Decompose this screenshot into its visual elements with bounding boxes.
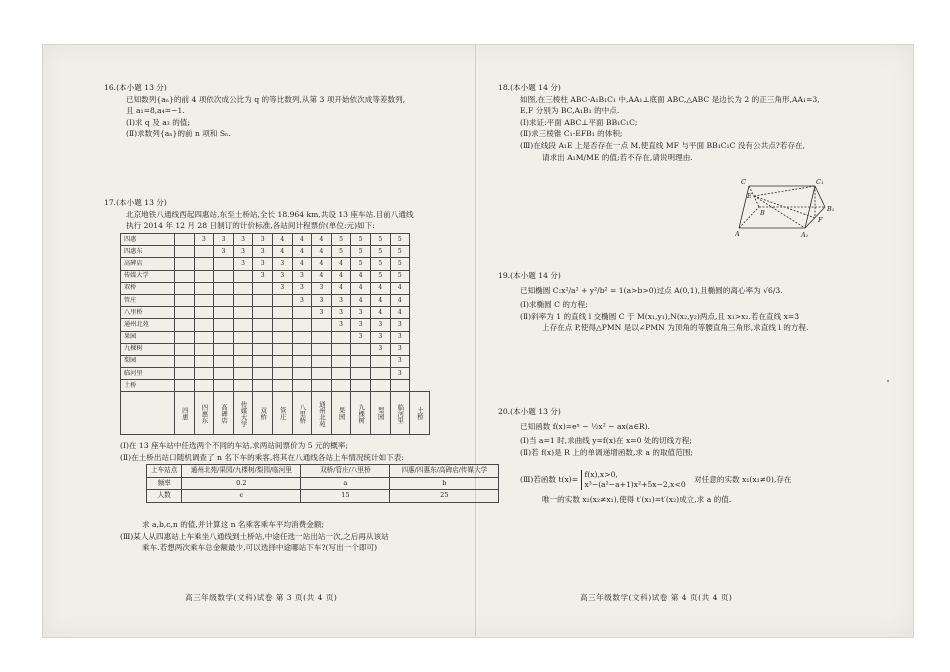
- fare-cell: [214, 380, 234, 392]
- fare-column-header: [233, 392, 253, 435]
- left-page-footer: 高三年级数学(文科)试卷 第 3 页(共 4 页): [185, 593, 338, 602]
- fare-cell: 4: [312, 246, 332, 258]
- fare-cell: [175, 331, 195, 343]
- fare-cell: [175, 307, 195, 319]
- fare-cell: 3: [351, 331, 371, 343]
- fare-cell: 4: [351, 282, 371, 294]
- edge-a-b: [739, 207, 759, 228]
- fare-column-header: [331, 392, 351, 435]
- fare-column-label: 传媒大学: [239, 400, 248, 427]
- fare-cell: 3: [253, 234, 273, 246]
- q18-line: 如图,在三棱柱 ABC-A₁B₁C₁ 中,AA₁⊥底面 ABC,△ABC 是边长为 2 的正三角形,AA₁=3,: [520, 94, 820, 104]
- fare-row: [121, 331, 430, 343]
- fare-cell: [272, 380, 292, 392]
- fare-row: [121, 343, 430, 355]
- fare-column-header: [370, 392, 390, 435]
- fare-cell: [175, 258, 195, 270]
- fare-cell: [194, 270, 214, 282]
- fare-cell: [175, 234, 195, 246]
- fare-cell: [194, 258, 214, 270]
- fare-cell: 5: [331, 246, 351, 258]
- fare-column-header: [194, 392, 214, 435]
- fare-cell: 3: [331, 319, 351, 331]
- fare-cell: [331, 343, 351, 355]
- fare-cell: [233, 307, 253, 319]
- fare-row-label: 通州北苑: [121, 319, 175, 331]
- fare-row-label: 四惠: [121, 234, 175, 246]
- fare-cell: [175, 319, 195, 331]
- fare-row-label: 管庄: [121, 294, 175, 306]
- fare-row: [121, 246, 430, 258]
- segment-e-c1: [754, 186, 815, 196]
- fare-column-label: 梨园: [376, 407, 385, 420]
- fare-cell: [194, 282, 214, 294]
- fare-cell: [272, 331, 292, 343]
- fare-cell: [175, 343, 195, 355]
- fare-cell: 5: [390, 270, 410, 282]
- fare-cell: [292, 307, 312, 319]
- fare-column-label: 高碑店: [219, 403, 228, 424]
- fare-cell: 4: [292, 246, 312, 258]
- fare-cell: 5: [351, 258, 371, 270]
- fare-cell: [292, 380, 312, 392]
- fare-cell: [214, 355, 234, 367]
- fare-cell: [175, 282, 195, 294]
- fare-cell: [331, 355, 351, 367]
- fare-cell: [233, 380, 253, 392]
- q20-line: (Ⅰ)当 a=1 时,求曲线 y=f(x)在 x=0 处的切线方程;: [520, 436, 692, 446]
- fare-cell: [272, 355, 292, 367]
- q19-line: (Ⅰ)求椭圆 C 的方程;: [520, 300, 588, 310]
- fare-row: [121, 234, 430, 246]
- q20-piece-1: f(x),x>0,: [584, 470, 618, 479]
- q20-part3-end: 唯一的实数 x₂(x₂≠x₁),使得 t′(x₁)=t′(x₂)成立,求 a 的值.: [542, 495, 732, 504]
- fare-cell: 4: [390, 282, 410, 294]
- fare-cell: [331, 380, 351, 392]
- fig-label: F: [818, 216, 823, 224]
- fare-cell: [233, 319, 253, 331]
- fare-row-label: 九棵树: [121, 343, 175, 355]
- fare-cell: [233, 282, 253, 294]
- fare-cell: 3: [390, 319, 410, 331]
- fare-row: [121, 368, 430, 380]
- fare-cell: 3: [194, 234, 214, 246]
- q16-line: 已知数列{aₙ}的前 4 项依次成公比为 q 的等比数列,从第 3 项开始依次成等差数列,: [126, 94, 406, 104]
- fig-label: B: [760, 209, 765, 217]
- q18-line: (Ⅲ)在线段 A₁E 上是否存在一点 M,使直线 MF 与平面 BB₁C₁C 没有公共点?若存在,: [520, 140, 806, 150]
- fare-row: [121, 380, 430, 392]
- fare-cell: 5: [351, 246, 371, 258]
- fare-cell: [272, 319, 292, 331]
- fare-cell: [253, 355, 273, 367]
- fig-label: C: [741, 178, 746, 186]
- fare-cell: [233, 331, 253, 343]
- fare-cell: [233, 355, 253, 367]
- fare-cell: [253, 380, 273, 392]
- fare-cell: 4: [390, 307, 410, 319]
- fare-cell: 3: [233, 246, 253, 258]
- fare-cell: 4: [351, 294, 371, 306]
- fare-cell: [390, 380, 410, 392]
- fare-cell: [292, 368, 312, 380]
- fare-cell: 3: [370, 343, 390, 355]
- q19-line: 已知椭圆 C:x²/a² + y²/b² = 1(a>b>0)过点 A(0,1),且椭圆的离心率为 √6/3.: [520, 285, 783, 295]
- fare-column-header: [312, 392, 332, 435]
- fare-row: [121, 270, 430, 282]
- fare-cell: 3: [253, 270, 273, 282]
- q16-line: 且 a₁=8,a₄=−1.: [126, 106, 185, 116]
- fare-cell: 5: [331, 234, 351, 246]
- fare-column-header: [292, 392, 312, 435]
- fare-cell: [370, 380, 390, 392]
- fare-cell: 3: [351, 307, 371, 319]
- fare-row-label: 四惠东: [121, 246, 175, 258]
- fare-cell: 4: [292, 258, 312, 270]
- fig-label: C₁: [816, 178, 824, 186]
- fare-cell: 5: [390, 234, 410, 246]
- fare-column-label: 双桥: [259, 407, 268, 420]
- q17-header: 17.(本小题 13 分): [104, 198, 167, 207]
- fare-cell: 3: [390, 343, 410, 355]
- fare-cell: [253, 343, 273, 355]
- fare-cell: [272, 294, 292, 306]
- fare-cell: 4: [331, 258, 351, 270]
- fare-cell: [194, 246, 214, 258]
- fare-cell: 3: [351, 319, 371, 331]
- fare-cell: 3: [370, 319, 390, 331]
- fare-cell: 5: [370, 234, 390, 246]
- fare-cell: [292, 343, 312, 355]
- fare-cell: 3: [390, 368, 410, 380]
- fare-column-label: 临河里: [396, 403, 405, 424]
- fare-cell: [194, 294, 214, 306]
- fare-cell: 5: [390, 258, 410, 270]
- fare-cell: 3: [214, 234, 234, 246]
- q17-part1: (Ⅰ)在 13 座车站中任选两个不同的车站,求两站间票价为 5 元的概率;: [120, 441, 348, 450]
- fare-column-label: 八里桥: [298, 403, 307, 424]
- q20-part3-suffix: 对任意的实数 x₁(x₁≠0),存在: [694, 475, 792, 485]
- fare-cell: [272, 343, 292, 355]
- fare-cell: [214, 294, 234, 306]
- fare-column-label: 四惠东: [200, 403, 209, 424]
- fare-cell: [175, 294, 195, 306]
- fare-cell: 3: [233, 234, 253, 246]
- right-page-footer: 高三年级数学(文科)试卷 第 4 页(共 4 页): [580, 593, 733, 602]
- survey-count-cell: 25: [390, 490, 499, 503]
- fare-column-header: [410, 392, 430, 435]
- fig-label: A₁: [801, 231, 809, 239]
- fare-cell: 4: [351, 270, 371, 282]
- fare-row-label: 八里桥: [121, 307, 175, 319]
- fare-column-label: 四惠: [180, 407, 189, 420]
- fare-cell: [214, 270, 234, 282]
- q17-after-table: 求 a,b,c,n 的值,并计算这 n 名乘客乘车平均消费金额;: [142, 520, 324, 529]
- q20-piece-2: x³−(a²−a+1)x²+5x−2,x<0: [584, 480, 686, 489]
- fare-row: [121, 355, 430, 367]
- q17-intro: 执行 2014 年 12 月 28 日制订的计价标准,各站间计程票价(单位:元)如下:: [126, 221, 375, 231]
- fare-cell: 4: [312, 234, 332, 246]
- fare-column-label: 土桥: [415, 407, 424, 420]
- fare-cell: [194, 307, 214, 319]
- fare-cell: 5: [370, 258, 390, 270]
- fare-cell: [233, 270, 253, 282]
- fare-cell: 3: [253, 246, 273, 258]
- fare-row-label: 土桥: [121, 380, 175, 392]
- q19-line: (Ⅱ)斜率为 1 的直线 l 交椭圆 C 于 M(x₁,y₁),N(x₂,y₂)两点,且 x₁>x₂.若在直线 x=3: [520, 311, 800, 321]
- fare-cell: [214, 343, 234, 355]
- q17-part3: 乘车.若想两次乘车总金额最少,可以选择中途哪站下车?(写出一个即可): [142, 543, 378, 553]
- survey-header-cell: 通州北苑/果园/九棵树/梨园/临河里: [182, 465, 301, 478]
- question-16: [104, 82, 405, 140]
- q20-header: 20.(本小题 13 分): [498, 407, 561, 416]
- fare-cell: [233, 368, 253, 380]
- question-20: [498, 406, 693, 458]
- fare-row: [121, 319, 430, 331]
- fare-cell: 4: [370, 307, 390, 319]
- fare-row: [121, 258, 430, 270]
- survey-count-cell: 15: [301, 490, 390, 503]
- fare-cell: [175, 246, 195, 258]
- fare-cell: [272, 368, 292, 380]
- fare-cell: 3: [292, 282, 312, 294]
- fare-column-label: 九棵树: [357, 403, 366, 424]
- fare-cell: [194, 368, 214, 380]
- fare-cell: 3: [272, 258, 292, 270]
- fare-cell: [312, 380, 332, 392]
- fare-cell: [351, 380, 371, 392]
- fare-cell: 3: [292, 294, 312, 306]
- survey-freq-cell: b: [390, 477, 499, 490]
- fare-cell: 3: [292, 270, 312, 282]
- scan-speck: [887, 380, 889, 382]
- fare-cell: 5: [351, 234, 371, 246]
- fare-cell: 3: [331, 294, 351, 306]
- q17-part3: (Ⅲ)某人从四惠站上车乘坐八通线到土桥站,中途任选一站出站一次,之后再从该站: [120, 531, 389, 541]
- fare-cell: [331, 331, 351, 343]
- q18-line: (Ⅱ)求三棱锥 C₁-EFB₁ 的体积;: [520, 129, 623, 139]
- fare-table: [120, 233, 430, 435]
- fare-corner-cell: [121, 392, 175, 435]
- fare-row-label: 双桥: [121, 282, 175, 294]
- fare-cell: [370, 368, 390, 380]
- fare-cell: [292, 331, 312, 343]
- fare-footer-row: [121, 392, 430, 435]
- fare-cell: [214, 258, 234, 270]
- survey-count-cell: 人数: [147, 490, 182, 503]
- fare-cell: [331, 368, 351, 380]
- question-18: [498, 82, 820, 163]
- q20-line: (Ⅱ)若 f(x)是 R 上的单调递增函数,求 a 的取值范围;: [520, 447, 693, 457]
- fare-column-label: 管庄: [278, 407, 287, 420]
- fare-cell: [253, 294, 273, 306]
- q16-line: (Ⅰ)求 q 及 a₃ 的值;: [126, 117, 190, 127]
- fare-cell: 4: [292, 234, 312, 246]
- question-17: [104, 197, 414, 232]
- fare-cell: [253, 331, 273, 343]
- fare-cell: [194, 380, 214, 392]
- fare-cell: 5: [370, 270, 390, 282]
- fare-cell: [253, 307, 273, 319]
- fare-cell: [253, 282, 273, 294]
- q19-line: 上存在点 P,使得△PMN 是以∠PMN 为顶角的等腰直角三角形,求直线 l 的方程.: [542, 323, 809, 333]
- fare-cell: [312, 355, 332, 367]
- fare-cell: [233, 294, 253, 306]
- fare-cell: 4: [312, 258, 332, 270]
- fare-cell: [312, 368, 332, 380]
- survey-header-cell: 四惠/四惠东/高碑店/传媒大学: [390, 465, 499, 478]
- fare-column-header: [175, 392, 195, 435]
- fare-cell: 3: [312, 294, 332, 306]
- fare-cell: [175, 380, 195, 392]
- fare-cell: 3: [370, 331, 390, 343]
- fare-cell: 3: [390, 331, 410, 343]
- fare-cell: 3: [390, 355, 410, 367]
- fare-row-label: 果园: [121, 331, 175, 343]
- q17-part2: (Ⅱ)在土桥出站口随机调查了 n 名下车的乘客,将其在八通线各站上车情况统计如下表:: [120, 452, 404, 462]
- fare-row-label: 传媒大学: [121, 270, 175, 282]
- fare-column-label: 通州北苑: [317, 400, 326, 427]
- q18-header: 18.(本小题 14 分): [498, 83, 561, 92]
- fare-column-header: [214, 392, 234, 435]
- fare-cell: 3: [272, 270, 292, 282]
- fare-cell: [194, 343, 214, 355]
- fare-row-label: 临河里: [121, 368, 175, 380]
- fare-column-header: [253, 392, 273, 435]
- fare-cell: 5: [370, 246, 390, 258]
- fig-label: E: [747, 192, 752, 200]
- fare-cell: 4: [390, 294, 410, 306]
- fare-cell: [272, 307, 292, 319]
- fare-cell: [370, 355, 390, 367]
- survey-header-cell: 双桥/管庄/八里桥: [301, 465, 390, 478]
- fare-cell: 4: [370, 282, 390, 294]
- fare-cell: 3: [253, 258, 273, 270]
- fare-cell: [214, 307, 234, 319]
- survey-freq-cell: 频率: [147, 477, 182, 490]
- q20-line: 已知函数 f(x)=eˣ − ½x² − ax(a∈R).: [520, 421, 650, 431]
- fare-cell: [253, 319, 273, 331]
- fare-column-header: [351, 392, 371, 435]
- fare-cell: 4: [272, 234, 292, 246]
- fare-cell: [175, 270, 195, 282]
- fare-cell: [351, 368, 371, 380]
- fare-cell: [253, 368, 273, 380]
- fare-cell: 4: [331, 282, 351, 294]
- survey-freq-cell: a: [301, 477, 390, 490]
- fare-cell: 5: [390, 246, 410, 258]
- fare-cell: [312, 319, 332, 331]
- fare-cell: [214, 319, 234, 331]
- fare-cell: [351, 343, 371, 355]
- fare-column-header: [272, 392, 292, 435]
- q20-part3-prefix: (Ⅲ)若函数 t(x)=: [520, 475, 579, 485]
- q16-line: (Ⅱ)求数列{aₙ}的前 n 项和 Sₙ.: [126, 129, 231, 139]
- fig-label: B₁: [827, 205, 835, 213]
- fare-row: [121, 282, 430, 294]
- fare-cell: [175, 368, 195, 380]
- fare-cell: [214, 282, 234, 294]
- fare-row: [121, 294, 430, 306]
- q18-line: E,F 分别为 BC,A₁B₁ 的中点.: [520, 106, 620, 116]
- edge-c1-b1: [815, 186, 825, 207]
- fig-label: A: [735, 230, 740, 238]
- fare-row-label: 梨园: [121, 355, 175, 367]
- fare-cell: [214, 331, 234, 343]
- fare-cell: 3: [272, 282, 292, 294]
- q18-line: 请求出 A₁M/ME 的值;若不存在,请说明理由.: [542, 152, 693, 162]
- fare-cell: [312, 343, 332, 355]
- q17-parts: [120, 440, 404, 463]
- fare-cell: 3: [214, 246, 234, 258]
- page-fold: [475, 44, 476, 636]
- q17-intro: 北京地铁八通线西起四惠站,东至土桥站,全长 18.964 km,共设 13 座车站.目前八通线: [126, 209, 414, 219]
- q17-tail: [120, 519, 389, 554]
- fare-cell: [194, 355, 214, 367]
- fare-cell: [175, 355, 195, 367]
- fare-column-header: [390, 392, 410, 435]
- question-19: [498, 270, 808, 334]
- fare-cell: 4: [331, 270, 351, 282]
- fare-cell: 4: [272, 246, 292, 258]
- fare-cell: 4: [312, 270, 332, 282]
- fare-column-label: 果园: [337, 407, 346, 420]
- fare-cell: [214, 368, 234, 380]
- fare-cell: 3: [312, 307, 332, 319]
- q16-header: 16.(本小题 13 分): [104, 83, 167, 92]
- fare-cell: 3: [331, 307, 351, 319]
- q20-part3: [520, 470, 791, 490]
- fare-row-label: 高碑店: [121, 258, 175, 270]
- fare-cell: 3: [312, 282, 332, 294]
- fare-cell: [351, 355, 371, 367]
- fare-cell: [292, 355, 312, 367]
- survey-freq-cell: 0.2: [182, 477, 301, 490]
- fare-cell: [194, 319, 214, 331]
- q18-line: (Ⅰ)求证:平面 ABC⊥平面 BB₁C₁C;: [520, 117, 638, 127]
- fare-cell: 3: [233, 258, 253, 270]
- survey-count-cell: c: [182, 490, 301, 503]
- prism-figure: [735, 176, 835, 242]
- fare-cell: [233, 343, 253, 355]
- fare-cell: [312, 331, 332, 343]
- fare-cell: [194, 331, 214, 343]
- survey-header-cell: 上车站点: [147, 465, 182, 478]
- fare-cell: 4: [370, 294, 390, 306]
- fare-cell: [292, 319, 312, 331]
- fare-row: [121, 307, 430, 319]
- piecewise-brace: [581, 470, 686, 490]
- survey-table: [146, 464, 499, 503]
- q19-header: 19.(本小题 14 分): [498, 271, 561, 280]
